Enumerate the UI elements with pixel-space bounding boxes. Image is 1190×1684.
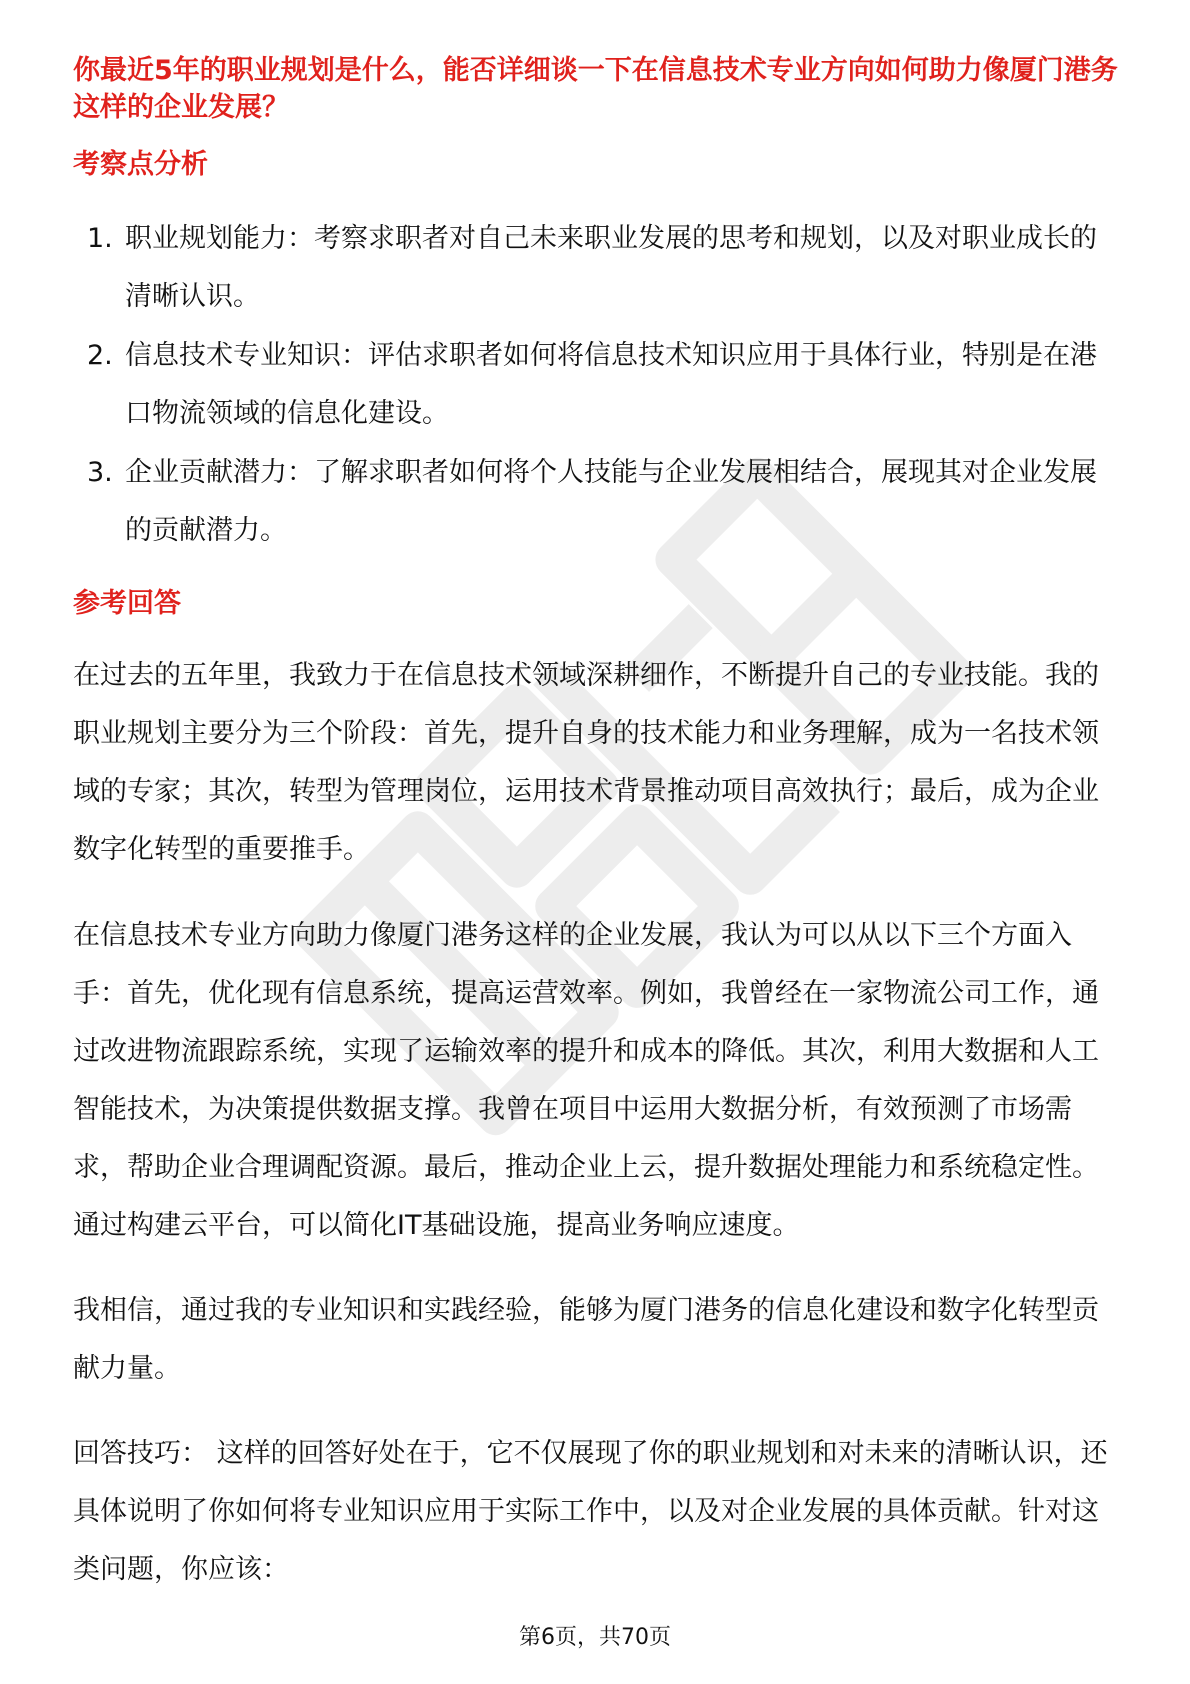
analysis-item-text: 信息技术专业知识：评估求职者如何将信息技术知识应用于具体行业，特别是在港口物流领域的信息化建设。 bbox=[125, 340, 1097, 429]
analysis-list bbox=[73, 210, 1118, 561]
analysis-heading: 考察点分析 bbox=[73, 149, 208, 180]
page-number-footer: 第6页，共70页 bbox=[519, 1625, 671, 1650]
analysis-item-text: 企业贡献潜力：了解求职者如何将个人技能与企业发展相结合，展现其对企业发展的贡献潜力。 bbox=[125, 457, 1097, 546]
analysis-item bbox=[73, 327, 1118, 443]
answer-paragraph: 在信息技术专业方向助力像厦门港务这样的企业发展，我认为可以从以下三个方面入手：首先，优化现有信息系统，提高运营效率。例如，我曾经在一家物流公司工作，通过改进物流跟踪系统，实现了运输效率的提升和成本的降低。其次，利用大数据和人工智能技术，为决策提供数据支撑。我曾在项目中运用大数据分析，有效预测了市场需求，帮助企业合理调配资源。最后，推动企业上云，提升数据处理能力和系统稳定性。通过构建云平台，可以简化IT基础设施，提高业务响应速度。 bbox=[73, 920, 1099, 1241]
answer-paragraph: 我相信，通过我的专业知识和实践经验，能够为厦门港务的信息化建设和数字化转型贡献力量。 bbox=[73, 1295, 1099, 1384]
analysis-item bbox=[73, 444, 1118, 560]
analysis-item bbox=[73, 210, 1118, 326]
analysis-item-number: 3. bbox=[87, 457, 113, 488]
answer-paragraph: 在过去的五年里，我致力于在信息技术领域深耕细作，不断提升自己的专业技能。我的职业规划主要分为三个阶段：首先，提升自身的技术能力和业务理解，成为一名技术领域的专家；其次，转型为管理岗位，运用技术背景推动项目高效执行；最后，成为企业数字化转型的重要推手。 bbox=[73, 660, 1099, 865]
question-title: 你最近5年的职业规划是什么，能否详细谈一下在信息技术专业方向如何助力像厦门港务这样的企业发展？ bbox=[73, 55, 1118, 123]
analysis-item-text: 职业规划能力：考察求职者对自己未来职业发展的思考和规划，以及对职业成长的清晰认识。 bbox=[125, 223, 1097, 312]
analysis-item-number: 1. bbox=[87, 223, 113, 254]
analysis-item-number: 2. bbox=[87, 340, 113, 371]
answer-heading: 参考回答 bbox=[73, 588, 181, 619]
answer-tips-paragraph: 回答技巧： 这样的回答好处在于，它不仅展现了你的职业规划和对未来的清晰认识，还具体说明了你如何将专业知识应用于实际工作中，以及对企业发展的具体贡献。针对这类问题，你应该： bbox=[73, 1438, 1108, 1585]
